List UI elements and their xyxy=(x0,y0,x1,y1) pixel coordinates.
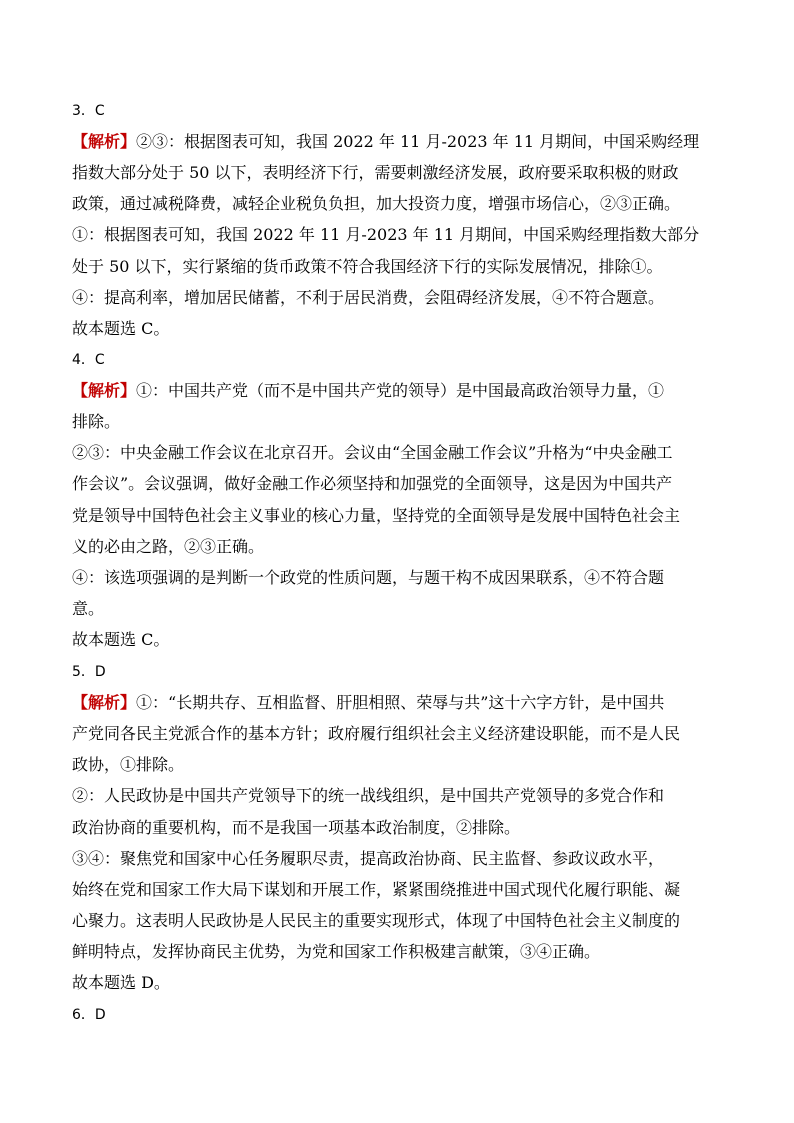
answer-5-line-5: 政治协商的重要机构，而不是我国一项基本政治制度，②排除。 xyxy=(72,818,521,837)
answer-3-line-4: ①：根据图表可知，我国 2022 年 11 月-2023 年 11 月期间，中国采购经理指数大部分 xyxy=(72,225,700,244)
answer-4-line-1 xyxy=(72,380,732,402)
answer-4-line-4: 作会议”。会议强调，做好金融工作必须坚持和加强党的全面领导，这是因为中国共产 xyxy=(72,474,673,493)
answer-5-line-1 xyxy=(72,692,732,714)
analysis-label: 【解析】 xyxy=(72,132,137,151)
answer-4-text: ①：中国共产党（而不是中国共产党的领导）是中国最高政治领导力量，① xyxy=(136,381,665,400)
answer-4-line-8: 意。 xyxy=(72,599,105,618)
answer-3-line-6: ④：提高利率，增加居民储蓄，不利于居民消费，会阻碍经济发展，④不符合题意。 xyxy=(72,288,665,307)
answer-5-line-6: ③④：聚焦党和国家中心任务履职尽责，提高政治协商、民主监督、参政议政水平， xyxy=(72,849,665,868)
answer-5-line-10: 故本题选 D。 xyxy=(72,973,170,992)
answer-3-text: ②③：根据图表可知，我国 2022 年 11 月-2023 年 11 月期间，中国采购经理 xyxy=(136,132,700,151)
answer-5-line-9: 鲜明特点，发挥协商民主优势，为党和国家工作积极建言献策，③④正确。 xyxy=(72,942,601,961)
answer-4-line-2: 排除。 xyxy=(72,412,121,431)
answer-3-line-2: 指数大部分处于 50 以下，表明经济下行，需要刺激经济发展，政府要采取积极的财政 xyxy=(72,163,679,182)
answer-5-text: ①：“长期共存、互相监督、肝胆相照、荣辱与共”这十六字方针，是中国共 xyxy=(136,693,665,712)
analysis-label: 【解析】 xyxy=(72,693,137,712)
answer-5-number: 5．D xyxy=(72,664,106,680)
answer-3-line-3: 政策，通过减税降费，减轻企业税负负担，加大投资力度，增强市场信心，②③正确。 xyxy=(72,194,681,213)
analysis-label: 【解析】 xyxy=(72,381,137,400)
answer-3-line-7: 故本题选 C。 xyxy=(72,319,170,338)
answer-3-line-5: 处于 50 以下，实行紧缩的货币政策不符合我国经济下行的实际发展情况，排除①。 xyxy=(72,257,663,276)
answer-4-line-7: ④：该选项强调的是判断一个政党的性质问题，与题干构不成因果联系，④不符合题 xyxy=(72,568,665,587)
answer-5-line-7: 始终在党和国家工作大局下谋划和开展工作，紧紧围绕推进中国式现代化履行职能、凝 xyxy=(72,880,681,899)
answer-4-line-9: 故本题选 C。 xyxy=(72,630,170,649)
answer-4-line-3: ②③：中央金融工作会议在北京召开。会议由“全国金融工作会议”升格为“中央金融工 xyxy=(72,443,673,462)
answer-4-line-6: 义的必由之路，②③正确。 xyxy=(72,537,265,556)
answer-5-line-2: 产党同各民主党派合作的基本方针；政府履行组织社会主义经济建设职能，而不是人民 xyxy=(72,724,681,743)
answer-5-line-4: ②：人民政协是中国共产党领导下的统一战线组织，是中国共产党领导的多党合作和 xyxy=(72,786,665,805)
answer-3-line-1 xyxy=(72,131,732,153)
answer-5-line-3: 政协，①排除。 xyxy=(72,755,185,774)
answer-6-number: 6．D xyxy=(72,1007,106,1023)
answer-3-number: 3．C xyxy=(72,103,105,119)
answer-4-number: 4．C xyxy=(72,352,105,368)
answer-5-line-8: 心聚力。这表明人民政协是人民民主的重要实现形式，体现了中国特色社会主义制度的 xyxy=(72,911,681,930)
answer-4-line-5: 党是领导中国特色社会主义事业的核心力量，坚持党的全面领导是发展中国特色社会主 xyxy=(72,506,681,525)
